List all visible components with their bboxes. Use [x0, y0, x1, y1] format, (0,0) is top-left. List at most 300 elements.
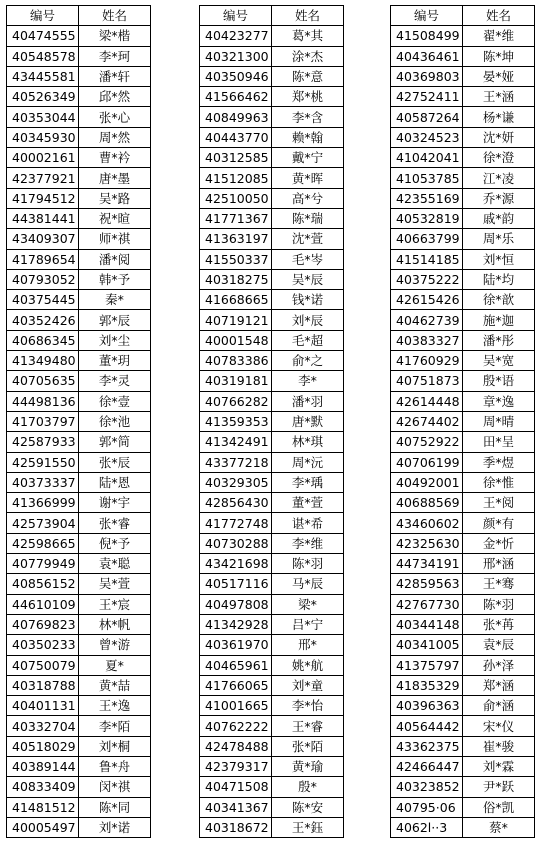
student-name-cell: 尹*跃 [463, 777, 535, 797]
student-id-cell: 41514185 [391, 249, 463, 269]
student-id-cell: 41349480 [7, 351, 79, 371]
student-id-cell: 40312585 [200, 148, 272, 168]
student-id-cell: 40319181 [200, 371, 272, 391]
student-id-cell: 40471508 [200, 777, 272, 797]
table-row [7, 310, 151, 330]
student-name-cell: 祝*暄 [79, 208, 151, 228]
table-row [391, 26, 535, 46]
table-row [200, 472, 344, 492]
table-row [7, 168, 151, 188]
student-name-cell: 李*瑀 [272, 472, 344, 492]
table-row [200, 391, 344, 411]
student-name-cell: 沈*妍 [463, 127, 535, 147]
student-id-cell: 40001548 [200, 330, 272, 350]
student-name-cell: 唐*默 [272, 411, 344, 431]
student-name-cell: 邢* [272, 635, 344, 655]
table-row [200, 168, 344, 188]
student-name-cell: 黄*晖 [272, 168, 344, 188]
student-name-cell: 潘*阅 [79, 249, 151, 269]
table-row [7, 533, 151, 553]
student-name-cell: 鲁*舟 [79, 756, 151, 776]
student-id-cell: 40518029 [7, 736, 79, 756]
table-row [7, 635, 151, 655]
table-row [7, 817, 151, 837]
table-row [7, 26, 151, 46]
student-id-cell: 40587264 [391, 107, 463, 127]
student-id-cell: 40350946 [200, 66, 272, 86]
table-row [7, 127, 151, 147]
student-id-cell: 40353044 [7, 107, 79, 127]
student-name-cell: 李*怡 [272, 696, 344, 716]
student-name-cell: 戴*宁 [272, 148, 344, 168]
table-row [200, 655, 344, 675]
student-id-cell: 41508499 [391, 26, 463, 46]
student-id-cell: 40361970 [200, 635, 272, 655]
table-row [7, 87, 151, 107]
student-id-cell: 40324523 [391, 127, 463, 147]
student-id-cell: 40462739 [391, 310, 463, 330]
student-id-cell: 40423277 [200, 26, 272, 46]
table-row [391, 554, 535, 574]
table-row [7, 736, 151, 756]
table-row [200, 46, 344, 66]
student-id-cell: 40766282 [200, 391, 272, 411]
student-name-cell: 季*煜 [463, 452, 535, 472]
table-row [200, 554, 344, 574]
table-row [7, 675, 151, 695]
student-id-cell: 41053785 [391, 168, 463, 188]
student-name-cell: 李*含 [272, 107, 344, 127]
student-name-cell: 徐*澄 [463, 148, 535, 168]
table-row [391, 127, 535, 147]
table-row [391, 513, 535, 533]
student-name-cell: 郑*桃 [272, 87, 344, 107]
student-id-cell: 40686345 [7, 330, 79, 350]
student-name-cell: 王*涵 [463, 87, 535, 107]
student-id-cell: 41342491 [200, 432, 272, 452]
student-name-cell: 葛*其 [272, 26, 344, 46]
table-row [391, 432, 535, 452]
student-id-cell: 40318275 [200, 269, 272, 289]
student-id-cell: 40793052 [7, 269, 79, 289]
student-id-cell: 40856152 [7, 574, 79, 594]
table-row [391, 574, 535, 594]
student-name-cell: 涂*杰 [272, 46, 344, 66]
student-id-cell: 40705635 [7, 371, 79, 391]
table-row [200, 66, 344, 86]
header-row [7, 6, 151, 26]
student-name-cell: 王*阅 [463, 493, 535, 513]
student-id-cell: 41794512 [7, 188, 79, 208]
student-name-cell: 吕*宁 [272, 614, 344, 634]
student-id-cell: 40345930 [7, 127, 79, 147]
student-id-cell: 40833409 [7, 777, 79, 797]
student-id-cell: 40389144 [7, 756, 79, 776]
student-name-cell: 郭*辰 [79, 310, 151, 330]
table-row [7, 493, 151, 513]
student-name-cell: 周*沅 [272, 452, 344, 472]
table-row [7, 249, 151, 269]
student-id-cell: 40318672 [200, 817, 272, 837]
table-row [7, 46, 151, 66]
student-name-cell: 王*逸 [79, 696, 151, 716]
table-row [200, 229, 344, 249]
student-id-cell: 40344148 [391, 614, 463, 634]
student-id-cell: 43362375 [391, 736, 463, 756]
student-name-cell: 刘*童 [272, 675, 344, 695]
student-id-cell: 40548578 [7, 46, 79, 66]
table-row [7, 513, 151, 533]
student-id-cell: 41001665 [200, 696, 272, 716]
student-name-cell: 刘*桐 [79, 736, 151, 756]
student-id-cell: 40341005 [391, 635, 463, 655]
student-id-cell: 40532819 [391, 208, 463, 228]
student-id-cell: 40849963 [200, 107, 272, 127]
table-row [7, 594, 151, 614]
student-id-cell: 42466447 [391, 756, 463, 776]
table-row [200, 249, 344, 269]
table-row [200, 330, 344, 350]
student-id-cell: 4062l··3 [391, 817, 463, 837]
table-row [7, 716, 151, 736]
student-name-cell: 陈*羽 [272, 554, 344, 574]
student-id-cell: 40779949 [7, 554, 79, 574]
table-row [200, 493, 344, 513]
student-id-cell: 40497808 [200, 594, 272, 614]
student-id-cell: 43445581 [7, 66, 79, 86]
student-id-cell: 40318788 [7, 675, 79, 695]
student-name-cell: 刘*尘 [79, 330, 151, 350]
student-name-cell: 刘*恒 [463, 249, 535, 269]
table-row [7, 797, 151, 817]
student-id-cell: 42573904 [7, 513, 79, 533]
student-name-cell: 俗*凯 [463, 797, 535, 817]
student-id-cell: 44734191 [391, 554, 463, 574]
student-id-cell: 40002161 [7, 148, 79, 168]
student-name-cell: 董*萱 [272, 493, 344, 513]
student-name-cell: 潘*彤 [463, 330, 535, 350]
table-row [200, 127, 344, 147]
student-id-cell: 42856430 [200, 493, 272, 513]
table-row [7, 269, 151, 289]
student-id-cell: 40352426 [7, 310, 79, 330]
student-id-cell: 40005497 [7, 817, 79, 837]
table-row [391, 817, 535, 837]
student-name-cell: 黄*喆 [79, 675, 151, 695]
table-row [200, 817, 344, 837]
student-name-cell: 唐*墨 [79, 168, 151, 188]
student-name-cell: 蔡* [463, 817, 535, 837]
student-id-cell: 40323852 [391, 777, 463, 797]
table-row [200, 756, 344, 776]
student-id-cell: 42587933 [7, 432, 79, 452]
table-row [391, 330, 535, 350]
table-row [391, 391, 535, 411]
student-id-cell: 41835329 [391, 675, 463, 695]
table-row [200, 351, 344, 371]
student-id-cell: 42510050 [200, 188, 272, 208]
table-row [200, 696, 344, 716]
student-name-cell: 王*鈺 [272, 817, 344, 837]
student-name-cell: 沈*萱 [272, 229, 344, 249]
student-id-cell: 42674402 [391, 411, 463, 431]
student-id-cell: 43421698 [200, 554, 272, 574]
student-name-cell: 江*凌 [463, 168, 535, 188]
student-id-cell: 41375797 [391, 655, 463, 675]
student-name-cell: 钱*诺 [272, 290, 344, 310]
student-name-cell: 俞*之 [272, 351, 344, 371]
table-row [391, 249, 535, 269]
student-id-cell: 42591550 [7, 452, 79, 472]
table-row [391, 452, 535, 472]
student-name-cell: 高*兮 [272, 188, 344, 208]
student-id-cell: 40341367 [200, 797, 272, 817]
table-row [7, 696, 151, 716]
header-name: 姓名 [272, 6, 344, 26]
student-name-cell: 毛*超 [272, 330, 344, 350]
table-row [200, 26, 344, 46]
student-name-cell: 吴*宽 [463, 351, 535, 371]
student-name-cell: 潘*轩 [79, 66, 151, 86]
student-name-cell: 林*琪 [272, 432, 344, 452]
student-id-cell: 40526349 [7, 87, 79, 107]
table-row [7, 351, 151, 371]
student-name-cell: 翟*维 [463, 26, 535, 46]
student-name-cell: 周*然 [79, 127, 151, 147]
student-name-cell: 陈*瑞 [272, 208, 344, 228]
table-row [7, 188, 151, 208]
student-id-cell: 40706199 [391, 452, 463, 472]
student-id-cell: 40719121 [200, 310, 272, 330]
student-id-cell: 40751873 [391, 371, 463, 391]
student-name-cell: 陈*坤 [463, 46, 535, 66]
student-id-cell: 41342928 [200, 614, 272, 634]
student-id-cell: 41359353 [200, 411, 272, 431]
student-id-cell: 40517116 [200, 574, 272, 594]
student-id-cell: 41772748 [200, 513, 272, 533]
roster-table-1 [6, 5, 151, 838]
table-row [7, 66, 151, 86]
student-name-cell: 徐*池 [79, 411, 151, 431]
roster-table-2 [199, 5, 344, 838]
table-row [200, 614, 344, 634]
table-row [200, 716, 344, 736]
student-name-cell: 施*迦 [463, 310, 535, 330]
table-row [391, 208, 535, 228]
table-row [391, 229, 535, 249]
student-name-cell: 马*辰 [272, 574, 344, 594]
student-name-cell: 张*陌 [272, 736, 344, 756]
student-name-cell: 徐*壹 [79, 391, 151, 411]
table-row [7, 655, 151, 675]
table-row [391, 493, 535, 513]
student-name-cell: 曹*衿 [79, 148, 151, 168]
table-row [391, 797, 535, 817]
table-row [200, 797, 344, 817]
student-id-cell: 42377921 [7, 168, 79, 188]
table-row [391, 371, 535, 391]
student-id-cell: 40762222 [200, 716, 272, 736]
header-id: 编号 [200, 6, 272, 26]
table-row [7, 229, 151, 249]
student-name-cell: 陈*羽 [463, 594, 535, 614]
student-name-cell: 崔*骏 [463, 736, 535, 756]
student-id-cell: 40474555 [7, 26, 79, 46]
table-row [391, 777, 535, 797]
student-id-cell: 42355169 [391, 188, 463, 208]
student-id-cell: 40750079 [7, 655, 79, 675]
table-row [7, 614, 151, 634]
student-name-cell: 李*维 [272, 533, 344, 553]
student-id-cell: 40375445 [7, 290, 79, 310]
student-id-cell: 40465961 [200, 655, 272, 675]
student-name-cell: 夏* [79, 655, 151, 675]
student-id-cell: 40688569 [391, 493, 463, 513]
student-id-cell: 41550337 [200, 249, 272, 269]
student-id-cell: 41703797 [7, 411, 79, 431]
table-row [391, 675, 535, 695]
table-row [200, 148, 344, 168]
student-name-cell: 田*呈 [463, 432, 535, 452]
table-row [7, 208, 151, 228]
student-name-cell: 章*逸 [463, 391, 535, 411]
student-name-cell: 李* [272, 371, 344, 391]
table-row [7, 107, 151, 127]
student-name-cell: 梁*楷 [79, 26, 151, 46]
student-id-cell: 43460602 [391, 513, 463, 533]
table-row [391, 351, 535, 371]
student-name-cell: 殷*语 [463, 371, 535, 391]
student-name-cell: 韩*予 [79, 269, 151, 289]
table-row [200, 675, 344, 695]
student-name-cell: 曾*游 [79, 635, 151, 655]
table-row [200, 635, 344, 655]
student-name-cell: 杨*谦 [463, 107, 535, 127]
student-id-cell: 40769823 [7, 614, 79, 634]
table-row [200, 371, 344, 391]
student-name-cell: 董*玥 [79, 351, 151, 371]
table-row [391, 148, 535, 168]
table-row [391, 310, 535, 330]
table-row [7, 411, 151, 431]
header-row [200, 6, 344, 26]
student-name-cell: 王*骞 [463, 574, 535, 594]
student-id-cell: 42767730 [391, 594, 463, 614]
student-name-cell: 闵*祺 [79, 777, 151, 797]
table-row [200, 513, 344, 533]
table-row [391, 655, 535, 675]
student-name-cell: 毛*岑 [272, 249, 344, 269]
student-id-cell: 40795·06 [391, 797, 463, 817]
student-id-cell: 40375222 [391, 269, 463, 289]
student-name-cell: 徐*惟 [463, 472, 535, 492]
table-row [391, 756, 535, 776]
student-name-cell: 郑*涵 [463, 675, 535, 695]
student-id-cell: 41512085 [200, 168, 272, 188]
student-name-cell: 吴*萱 [79, 574, 151, 594]
student-name-cell: 林*帆 [79, 614, 151, 634]
student-id-cell: 42598665 [7, 533, 79, 553]
student-id-cell: 41766065 [200, 675, 272, 695]
student-name-cell: 张*睿 [79, 513, 151, 533]
student-name-cell: 徐*歆 [463, 290, 535, 310]
student-name-cell: 晏*娅 [463, 66, 535, 86]
student-name-cell: 袁*辰 [463, 635, 535, 655]
student-id-cell: 42615426 [391, 290, 463, 310]
table-row [200, 452, 344, 472]
student-name-cell: 俞*涵 [463, 696, 535, 716]
table-row [391, 188, 535, 208]
student-id-cell: 40321300 [200, 46, 272, 66]
student-id-cell: 44610109 [7, 594, 79, 614]
student-name-cell: 郭*简 [79, 432, 151, 452]
student-name-cell: 潘*羽 [272, 391, 344, 411]
student-name-cell: 陈*意 [272, 66, 344, 86]
student-id-cell: 41789654 [7, 249, 79, 269]
student-id-cell: 40332704 [7, 716, 79, 736]
table-row [391, 46, 535, 66]
student-id-cell: 41668665 [200, 290, 272, 310]
table-row [7, 290, 151, 310]
table-row [200, 107, 344, 127]
student-id-cell: 41363197 [200, 229, 272, 249]
header-id: 编号 [391, 6, 463, 26]
table-row [7, 432, 151, 452]
student-name-cell: 刘*辰 [272, 310, 344, 330]
student-id-cell: 40350233 [7, 635, 79, 655]
student-id-cell: 43409307 [7, 229, 79, 249]
table-row [7, 574, 151, 594]
student-name-cell: 陈*同 [79, 797, 151, 817]
table-row [391, 533, 535, 553]
student-name-cell: 李*陌 [79, 716, 151, 736]
student-name-cell: 梁* [272, 594, 344, 614]
student-name-cell: 戚*韵 [463, 208, 535, 228]
table-row [7, 148, 151, 168]
table-row [7, 371, 151, 391]
student-id-cell: 42478488 [200, 736, 272, 756]
student-id-cell: 42614448 [391, 391, 463, 411]
student-id-cell: 41366999 [7, 493, 79, 513]
table-row [391, 107, 535, 127]
student-name-cell: 陈*安 [272, 797, 344, 817]
student-id-cell: 40369803 [391, 66, 463, 86]
student-name-cell: 陆*均 [463, 269, 535, 289]
table-row [391, 472, 535, 492]
student-id-cell: 44498136 [7, 391, 79, 411]
student-name-cell: 李*灵 [79, 371, 151, 391]
student-id-cell: 41481512 [7, 797, 79, 817]
student-name-cell: 黄*瑜 [272, 756, 344, 776]
table-row [391, 736, 535, 756]
header-name: 姓名 [79, 6, 151, 26]
table-row [391, 87, 535, 107]
student-name-cell: 张*心 [79, 107, 151, 127]
table-row [391, 66, 535, 86]
table-row [391, 594, 535, 614]
table-row [200, 411, 344, 431]
student-id-cell: 40436461 [391, 46, 463, 66]
student-name-cell: 张*辰 [79, 452, 151, 472]
student-name-cell: 吴*辰 [272, 269, 344, 289]
table-row [7, 472, 151, 492]
table-row [7, 330, 151, 350]
table-row [391, 168, 535, 188]
header-id: 编号 [7, 6, 79, 26]
student-name-cell: 李*珂 [79, 46, 151, 66]
student-id-cell: 41042041 [391, 148, 463, 168]
student-id-cell: 40443770 [200, 127, 272, 147]
